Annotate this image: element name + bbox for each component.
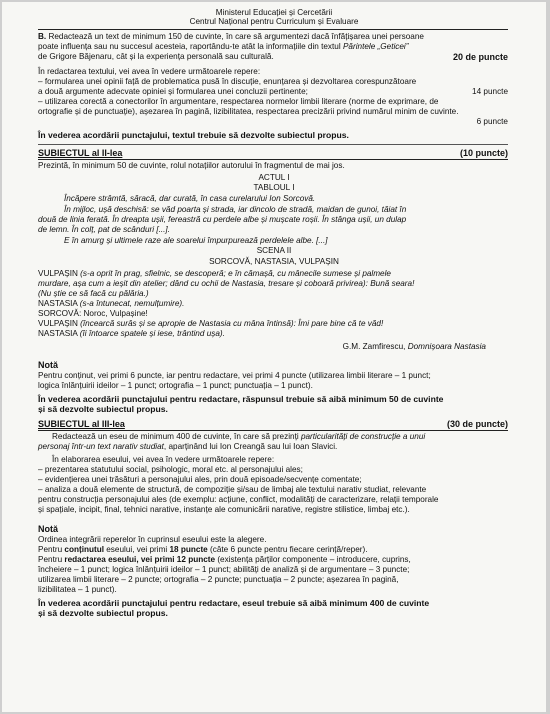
task-b-line: poate influența sau nu succesul acesteia, raportându-te atât la informațiile din textul Părintele „Geticei” [38, 42, 409, 51]
note-title: Notă [38, 360, 58, 370]
note-line: utilizarea limbii literare – 2 puncte; ortografia – 2 puncte; punctuația – 2 puncte; așezarea în pagină, [38, 575, 399, 584]
note-line: Pentru conținutul eseului, vei primi 18 puncte (câte 6 puncte pentru fiecare cerință/reper). [38, 545, 368, 554]
note-line: Pentru redactarea eseului, vei primi 12 puncte (existența părților componente – introducere, cuprins, [38, 555, 411, 564]
header-divider [38, 29, 508, 30]
task-b-line: de Grigore Băjenaru, cât și la experiența personală sau culturală. [38, 52, 274, 61]
characters-label: SORCOVĂ, NASTASIA, VULPAȘIN [209, 257, 339, 266]
dialogue-line: (Nu știe ce să facă cu pălăria.) [38, 289, 149, 298]
center-header: Centrul Național pentru Curriculum și Evaluare [189, 17, 359, 26]
text-line: Încăpere strâmtă, săracă, dar curată, în casa curelarului Ion Sorcovă. [64, 194, 316, 203]
criteria-intro: În redactarea textului, vei avea în vedere următoarele repere: [38, 67, 261, 76]
task-b-points: 20 de puncte [452, 52, 508, 62]
scene-label: SCENA II [256, 246, 292, 255]
section-3-points: (30 de puncte) [446, 419, 508, 429]
notice-s2: și să dezvolte subiectul propus. [38, 404, 168, 414]
source-citation: G.M. Zamfirescu, Domnișoara Nastasia [342, 342, 486, 351]
criteria-intro: În elaborarea eseului, vei avea în vedere următoarele repere: [52, 455, 275, 464]
criteria-line: – analiza a două elemente de structură, de compoziție și/sau de limbaj ale textului narativ studiat, relevante [38, 485, 427, 494]
section-3-task: personaj într-un text narativ studiat, aparținând lui Ion Creangă sau lui Ioan Slavici. [38, 442, 338, 451]
note-title: Notă [38, 524, 58, 534]
criteria-line: – prezentarea statutului social, psihologic, moral etc. al personajului ales; [38, 465, 303, 474]
criteria-line: a două argumente adecvate opiniei și formularea unei concluzii pertinente; [38, 87, 308, 96]
criteria-line: pentru construcția personajului ales (de exemplu: acțiune, conflict, modalități de caracterizare, relații temporale [38, 495, 439, 504]
notice-s3: și să dezvolte subiectul propus. [38, 608, 168, 618]
dialogue-line: murdare, așa cum a ieșit din atelier; dând cu ochii de Nastasia, tresare și coboară privirea): Bună seara! [38, 279, 415, 288]
notice-s3: În vederea acordării punctajului pentru redactare, eseul trebuie să aibă minimum 400 de cuvinte [38, 598, 430, 608]
dialogue-line: NASTASIA (s-a întunecat, nemulțumire). [38, 299, 185, 308]
notice-b: În vederea acordării punctajului, textul trebuie să dezvolte subiectul propus. [38, 130, 349, 140]
text-line: În mijloc, ușă deschisă: se văd poarta și strada, iar dincolo de stradă, maidan de gunoi, tăiat în [64, 205, 407, 214]
criteria-points: 14 puncte [472, 87, 508, 96]
note-line: lizibilitatea – 1 punct). [38, 585, 117, 594]
tableau-label: TABLOUL I [253, 183, 295, 192]
dialogue-line: VULPAȘIN (s-a oprit în prag, sfielnic, se descoperă; e în cămașă, cu mânecile sumese și palmele [38, 269, 391, 278]
dialogue-line: NASTASIA (îi întoarce spatele și iese, trântind ușa). [38, 329, 225, 338]
dialogue-line: VULPAȘIN (încearcă surâs și se apropie de Nastasia cu mâna întinsă): Îmi pare bine că te văd! [38, 319, 384, 328]
dialogue-line: SORCOVĂ: Noroc, Vulpașine! [38, 309, 148, 318]
note-line: Ordinea integrării reperelor în cuprinsul eseului este la alegere. [38, 535, 267, 544]
criteria-line: – formularea unei opinii față de problematica pusă în discuție, enunțarea și dezvoltarea corespunzătoare [38, 77, 417, 86]
ministry-header: Ministerul Educației și Cercetării [215, 8, 333, 17]
criteria-line: ortografie și de punctuație), așezarea în pagină, lizibilitatea, respectarea precizării privind numărul minim de cuvinte. [38, 107, 459, 116]
section-2-underline [38, 159, 508, 160]
note-line: logica înlănțuirii ideilor – 1 punct; ortografia – 1 punct; punctuația – 1 punct). [38, 381, 313, 390]
note-line: Pentru conținut, vei primi 6 puncte, iar pentru redactare, vei primi 4 puncte (utilizarea limbii literare – 1 punct; [38, 371, 431, 380]
act-label: ACTUL I [258, 173, 290, 182]
notice-s2: În vederea acordării punctajului pentru redactare, răspunsul trebuie să aibă minimum 50 de cuvinte [38, 394, 444, 404]
note-line: încheiere – 1 punct; logica înlănțuirii ideilor – 1 punct; abilități de analiză și de argumentare – 3 puncte; [38, 565, 410, 574]
section-2-task: Prezintă, în minimum 50 de cuvinte, rolul notațiilor autorului în fragmentul de mai jos. [38, 161, 345, 170]
text-line: două de linia ferată. În dreapta ușii, fereastră cu perdele albe și mușcate roșii. În stânga ușii, un dulap [38, 215, 407, 224]
section-2-title: SUBIECTUL al II-lea [38, 148, 123, 158]
criteria-points: 6 puncte [476, 117, 508, 126]
text-line: de lemn. În colț, pat de scânduri [...]. [38, 225, 170, 234]
section-2-points: (10 puncte) [459, 148, 508, 158]
criteria-line: și spațiale, incipit, final, tehnici narative, instanțe ale comunicării narative, registre stilistice, limbaj etc.). [38, 505, 410, 514]
text-line: E în amurg și ultimele raze ale soarelui împurpurează perdelele albe. [...] [64, 236, 328, 245]
section-3-title: SUBIECTUL al III-lea [38, 419, 125, 429]
exam-page [2, 2, 546, 712]
criteria-line: – utilizarea corectă a conectorilor în argumentare, respectarea normelor limbii literare (norme de exprimare, de [38, 97, 439, 106]
task-b-line: B. Redactează un text de minimum 150 de cuvinte, în care să argumentezi dacă înfățișarea unei persoane [38, 32, 424, 41]
criteria-line: – evidențierea unei trăsături a personajului ales, prin două episoade/secvențe comentate; [38, 475, 362, 484]
section-3-underline [38, 430, 508, 431]
section-3-task: Redactează un eseu de minimum 400 de cuvinte, în care să prezinți particularități de construcție a unui [52, 432, 426, 441]
section-divider [38, 144, 508, 145]
